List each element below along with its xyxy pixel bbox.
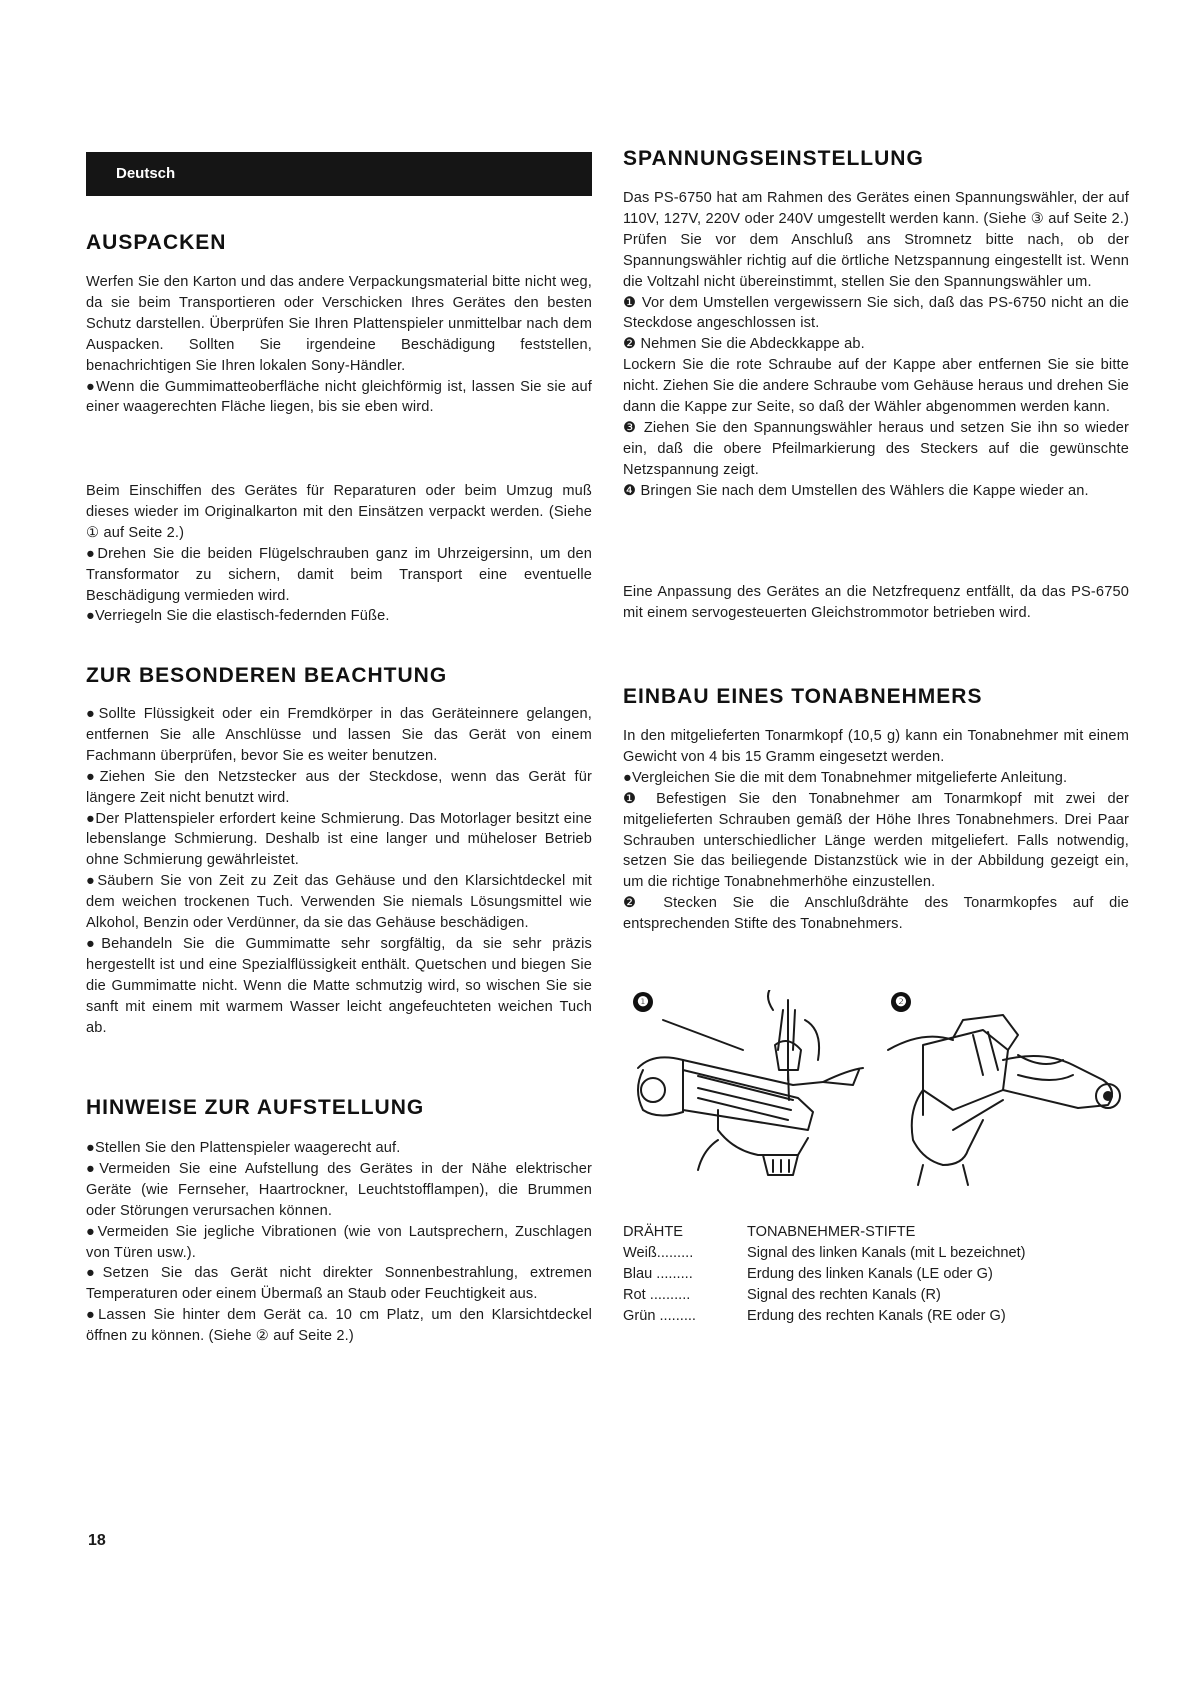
bullet-item: ●Setzen Sie das Gerät nicht direkter Sonnenbestrahlung, extremen Temperaturen oder einem Übermaß an Staub oder Feuchtigkeit aus.: [86, 1265, 592, 1303]
heading-spannungseinstellung: SPANNUNGSEINSTELLUNG: [623, 147, 924, 170]
table-row: [623, 1243, 1129, 1264]
spannung-text-2: [623, 582, 1129, 624]
heading-aufstellung: HINWEISE ZUR AUFSTELLUNG: [86, 1096, 425, 1119]
bullet-item: ●Ziehen Sie den Netzstecker aus der Steckdose, wenn das Gerät für längere Zeit nicht benutzt wird.: [86, 768, 592, 806]
bullet-item: ●Säubern Sie von Zeit zu Zeit das Gehäuse und den Klarsichtdeckel mit dem weichen trockenen Tuch. Verwenden Sie niemals Lösungsmittel wie Alkohol, Benzin oder Verdünner, da sie das Gehäuse beschädigen.: [86, 873, 592, 932]
bullet-item: ●Lassen Sie hinter dem Gerät ca. 10 cm Platz, um den Klarsichtdeckel öffnen zu können. (Siehe ② auf Seite 2.): [86, 1307, 592, 1345]
bullet-item: ●Vermeiden Sie jegliche Vibrationen (wie von Lautsprechern, Zuschlagen von Türen usw.).: [86, 1223, 592, 1261]
spannung-text-1: [623, 188, 1129, 502]
bullet-item: ●Behandeln Sie die Gummimatte sehr sorgfältig, da sie sehr präzis hergestellt ist und eine Spezialflüssigkeit enthält. Quetschen und biegen Sie die Gummimatte nicht. Wenn die Matte schmutzig wird, so wischen Sie sie sanft mit einem mit warmem Wasser leicht angefeuchteten weichen Tuch ab.: [86, 935, 592, 1036]
heading-besondere-beachtung: ZUR BESONDEREN BEACHTUNG: [86, 664, 448, 687]
wire-color: Blau .........: [623, 1266, 693, 1282]
pin-description: Erdung des rechten Kanals (RE oder G): [747, 1308, 1006, 1324]
step-item: ❸ Ziehen Sie den Spannungswähler heraus und setzen Sie ihn so wieder ein, daß die obere Pfeilmarkierung des Steckers auf die gewünschte Netzspannung zeigt.: [623, 419, 1129, 478]
table-row: [623, 1285, 1129, 1306]
page-number: 18: [88, 1532, 106, 1549]
cartridge-mounting-illustration: [623, 990, 1129, 1190]
paragraph: Das PS-6750 hat am Rahmen des Gerätes einen Spannungswähler, der auf 110V, 127V, 220V oder 240V umgestellt werden kann. (Siehe ③ auf Seite 2.) Prüfen Sie vor dem Anschluß ans Stromnetz bitte nach, ob der Spannungswähler richtig auf die örtliche Netzspannung eingestellt ist. Wenn die Voltzahl nicht übereinstimmt, stellen Sie den Spannungswähler um.: [623, 190, 1129, 290]
bullet-item: ●Vermeiden Sie eine Aufstellung des Gerätes in der Nähe elektrischer Geräte (wie Fernseher, Haartrockner, Leuchtstofflampen), die Brummen oder Störungen verursachen können.: [86, 1160, 592, 1219]
step-item: ❷ Nehmen Sie die Abdeckkappe ab.: [623, 336, 865, 353]
step-item: ❹ Bringen Sie nach dem Umstellen des Wählers die Kappe wieder an.: [623, 482, 1089, 499]
bullet-item: ●Wenn die Gummimatteoberfläche nicht gleichförmig ist, lassen Sie sie auf einer waagerechten Fläche liegen, bis sie eben wird.: [86, 378, 592, 416]
wire-color: Grün .........: [623, 1308, 696, 1324]
bullet-item: ●Drehen Sie die beiden Flügelschrauben ganz im Uhrzeigersinn, um den Transformator zu sichern, damit beim Transport eine eventuelle Beschädigung vermieden wird.: [86, 545, 592, 604]
pin-description: Signal des linken Kanals (mit L bezeichnet): [747, 1245, 1026, 1261]
header-pins: TONABNEHMER-STIFTE: [747, 1224, 916, 1240]
paragraph: Lockern Sie die rote Schraube auf der Kappe aber entfernen Sie sie bitte nicht. Ziehen Sie die andere Schraube vom Gehäuse heraus und drehen Sie dann die Kappe zur Seite, so daß der Wähler abgenommen werden kann.: [623, 357, 1129, 416]
step-item: ❶ Vor dem Umstellen vergewissern Sie sich, daß das PS-6750 nicht an die Steckdose angeschlossen ist.: [623, 294, 1129, 332]
cartridge-installation-figure: [623, 990, 1129, 1190]
aufstellung-text: [86, 1138, 592, 1347]
bullet-item: ●Sollte Flüssigkeit oder ein Fremdkörper in das Geräteinnere gelangen, entfernen Sie alle Anschlüsse und lassen Sie das Gerät von einem Fachmann überprüfen, bevor Sie es weiter benutzen.: [86, 706, 592, 764]
wire-color: Weiß.........: [623, 1245, 694, 1261]
paragraph: Beim Einschiffen des Gerätes für Reparaturen oder beim Umzug muß dieses wieder im Originalkarton mit den Einsätzen verpackt werden. (Siehe ① auf Seite 2.): [86, 483, 592, 541]
bullet-item: ●Vergleichen Sie die mit dem Tonabnehmer mitgelieferte Anleitung.: [623, 769, 1068, 786]
bullet-item: ●Der Plattenspieler erfordert keine Schmierung. Das Motorlager besitzt eine lebenslange Schmierung. Deshalb ist eine langer und müheloser Betrieb ohne Schmierung gewährleistet.: [86, 810, 592, 869]
heading-auspacken: AUSPACKEN: [86, 231, 227, 254]
figure-step-2-label: ❷: [891, 992, 911, 1012]
bullet-item: ●Verriegeln Sie die elastisch-federnden Füße.: [86, 608, 390, 625]
wire-color-table: [623, 1222, 1129, 1327]
auspacken-text-2: [86, 481, 592, 627]
pin-description: Erdung des linken Kanals (LE oder G): [747, 1266, 993, 1282]
header-wires: DRÄHTE: [623, 1224, 683, 1240]
auspacken-text-1: [86, 272, 592, 418]
wire-table-header: [623, 1222, 1129, 1243]
bullet-item: ●Stellen Sie den Plattenspieler waagerecht auf.: [86, 1140, 401, 1156]
wire-color: Rot ..........: [623, 1287, 691, 1303]
table-row: [623, 1264, 1129, 1285]
language-banner: [86, 152, 592, 196]
paragraph: Eine Anpassung des Gerätes an die Netzfrequenz entfällt, da das PS-6750 mit einem servogesteuerten Gleichstrommotor betrieben wird.: [623, 584, 1129, 621]
table-row: [623, 1306, 1129, 1327]
paragraph: In den mitgelieferten Tonarmkopf (10,5 g) kann ein Tonabnehmer mit einem Gewicht von 4 bis 15 Gramm eingesetzt werden.: [623, 728, 1129, 765]
pin-description: Signal des rechten Kanals (R): [747, 1287, 941, 1303]
paragraph: Werfen Sie den Karton und das andere Verpackungsmaterial bitte nicht weg, da sie beim Transportieren oder Verschicken Ihres Gerätes den besten Schutz darstellen. Überprüfen Sie Ihren Plattenspieler unmittelbar nach dem Auspacken. Sollten Sie irgendeine Beschädigung feststellen, benachrichtigen Sie Ihren lokalen Sony-Händler.: [86, 274, 592, 374]
step-item: ❶ Befestigen Sie den Tonabnehmer am Tonarmkopf mit zwei der mitgelieferten Schrauben gemäß der Höhe Ihres Tonabnehmers. Drei Paar Schrauben unterschiedlicher Länge werden mitgeliefert. Falls notwendig, setzen Sie das beiliegende Distanzstück wie in der Abbildung gezeigt ein, um die richtige Tonabnehmerhöhe einzustellen.: [623, 790, 1129, 891]
beachtung-text: [86, 704, 592, 1039]
heading-tonabnehmer: EINBAU EINES TONABNEHMERS: [623, 685, 983, 708]
language-label: Deutsch: [116, 165, 176, 182]
figure-step-1-label: ❶: [633, 992, 653, 1012]
tonabnehmer-text: [623, 726, 1129, 935]
step-item: ❷ Stecken Sie die Anschlußdrähte des Tonarmkopfes auf die entsprechenden Stifte des Tonabnehmers.: [623, 895, 1129, 933]
